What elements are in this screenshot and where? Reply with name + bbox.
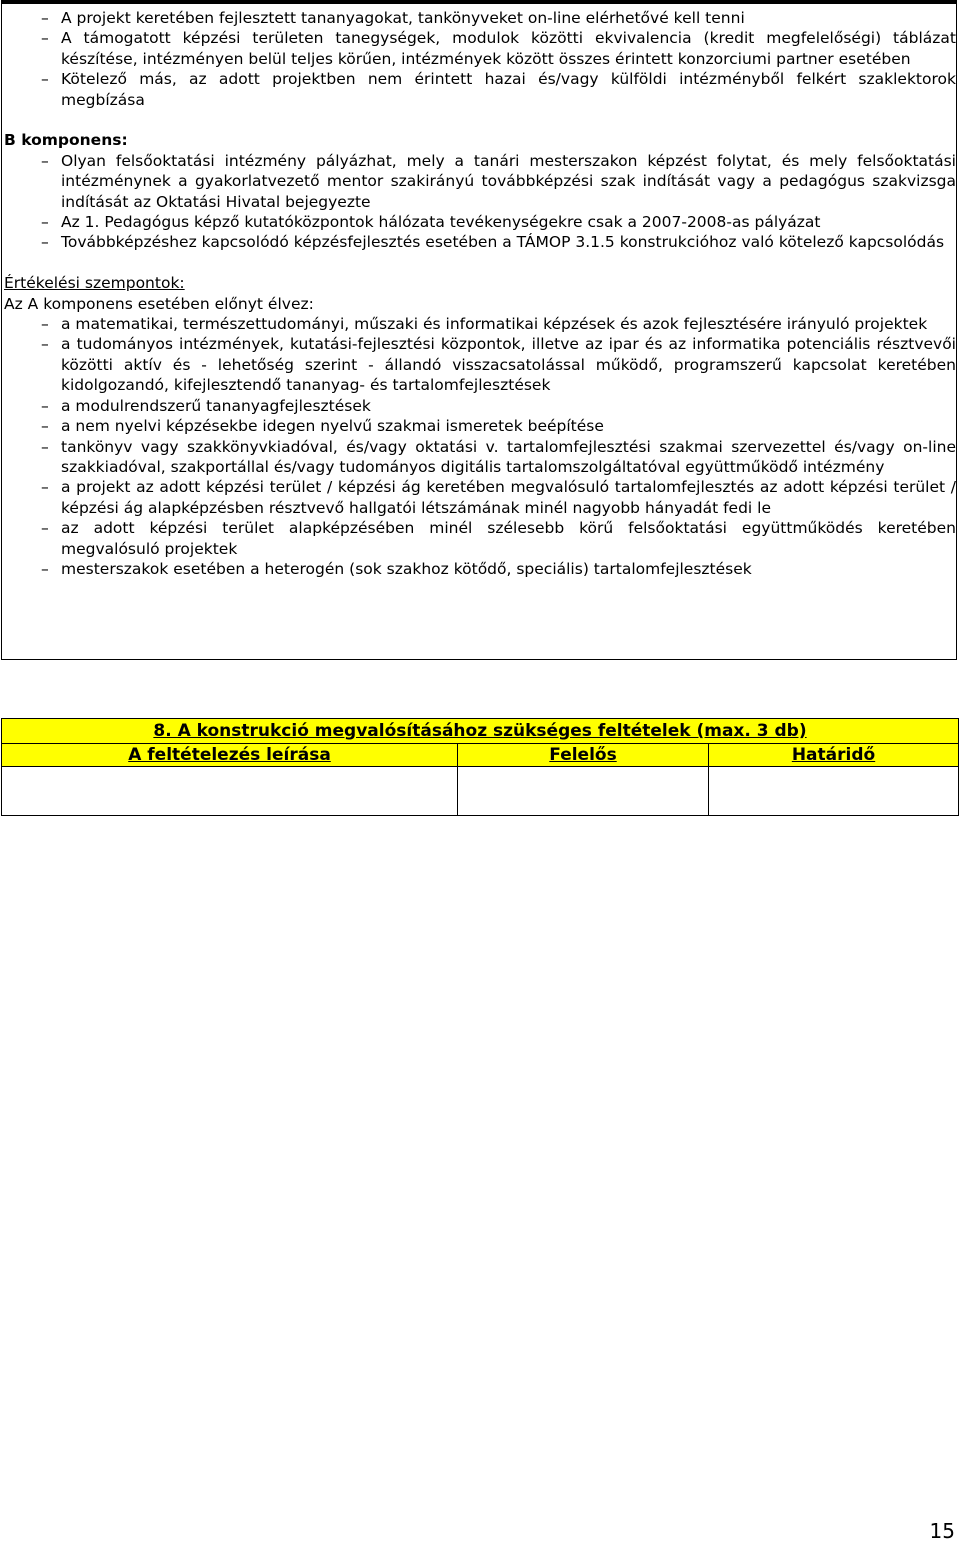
list-item [4,416,956,436]
list-item [4,518,956,559]
list-item [4,28,956,69]
list-item-text: Továbbképzéshez kapcsolódó képzésfejlesztés esetében a TÁMOP 3.1.5 konstrukcióhoz való kötelező kapcsolódás [61,233,945,252]
list-item [4,69,956,110]
dash-bullet-icon: – [41,335,49,354]
list-item-text: Olyan felsőoktatási intézmény pályázhat, mely a tanári mesterszakon képzést folytat, és mely felsőoktatási intézménynek a gyakorlatvezető mentor szakirányú továbbképzési szak indítását vagy a pedagógus szakvizsga indítását az Oktatási Hivatal bejegyezte [61,151,956,211]
conditions-table [1,718,959,816]
list-item [4,151,956,212]
dash-bullet-icon: – [41,417,49,436]
description-cell[interactable] [2,767,458,816]
column-header-description: A feltételezés leírása [2,744,458,767]
column-header-deadline: Határidő [709,744,959,767]
dash-bullet-icon: – [41,437,49,456]
dash-bullet-icon: – [41,559,49,578]
evaluation-title: Értékelési szempontok: [4,274,185,293]
list-item-text: a modulrendszerű tananyagfejlesztések [61,396,371,415]
list-item-text: tankönyv vagy szakkönyvkiadóval, és/vagy oktatási v. tartalomfejlesztési szakmai szervezettel és/vagy on-line szakkiadóval, szakportállal és/vagy tudományos digitális tartalomszolgáltatóval együttműködő intézmény [61,437,956,476]
list-item-text: A projekt keretében fejlesztett tananyagokat, tankönyveket on-line elérhetővé kell tenni [61,9,745,27]
list-item-text: az adott képzési terület alapképzésében minél szélesebb körű felsőoktatási együttműködés keretében megvalósuló projektek [61,519,956,558]
list-item-text: a nem nyelvi képzésekbe idegen nyelvű szakmai ismeretek beépítése [61,417,604,436]
dash-bullet-icon: – [41,478,49,497]
list-item [4,212,956,232]
list-item [4,334,956,395]
list-item-text: mesterszakok esetében a heterogén (sok szakhoz kötődő, speciális) tartalomfejlesztések [61,559,752,578]
top-list [4,8,956,110]
dash-bullet-icon: – [41,315,49,334]
responsible-cell[interactable] [458,767,709,816]
list-item-text: Kötelező más, az adott projektben nem érintett hazai és/vagy külföldi intézményből felkért szaklektorok megbízása [61,70,956,109]
list-item [4,559,956,579]
list-item [4,232,956,252]
list-item [4,8,956,28]
list-item-text: A támogatott képzési területen tanegységek, modulok közötti ekvivalencia (kredit megfelelőségi) táblázat készítése, intézményen belül teljes körűen, intézmények között összes érintett konzorciumi partner esetében [61,29,956,68]
dash-bullet-icon: – [41,213,49,232]
list-item [4,477,956,518]
list-item [4,437,956,478]
deadline-cell[interactable] [709,767,959,816]
column-header-responsible: Felelős [458,744,709,767]
b-component-list [4,151,956,253]
dash-bullet-icon: – [41,9,49,27]
list-item-text: a matematikai, természettudományi, műszaki és informatikai képzések és azok fejlesztésére irányuló projektek [61,315,928,334]
list-item-text: Az 1. Pedagógus képző kutatóközpontok hálózata tevékenységekre csak a 2007-2008-as pályázat [61,213,821,232]
list-item [4,314,956,334]
dash-bullet-icon: – [41,151,49,170]
list-item-text: a tudományos intézmények, kutatási-fejlesztési központok, illetve az ipar és az informatika potenciális résztvevői közötti aktív és - lehetőség szerint - állandó visszacsatolással működő, programszerű kapcsolat keretében kidolgozandó, kifejlesztendő tananyag- és tartalomfejlesztések [61,335,956,395]
dash-bullet-icon: – [41,29,49,48]
page-number: 15 [929,1519,955,1543]
list-item [4,396,956,416]
dash-bullet-icon: – [41,396,49,415]
dash-bullet-icon: – [41,70,49,89]
b-component-title: B komponens: [4,131,128,150]
dash-bullet-icon: – [41,519,49,538]
dash-bullet-icon: – [41,233,49,252]
document-body [4,8,956,579]
evaluation-intro: Az A komponens esetében előnyt élvez: [4,294,314,313]
evaluation-list [4,314,956,579]
conditions-table-title: 8. A konstrukció megvalósításához szükséges feltételek (max. 3 db) [2,719,959,744]
list-item-text: a projekt az adott képzési terület / képzési ág keretében megvalósuló tartalomfejlesztés az adott képzési terület / képzési ág alapképzésben résztvevő hallgatói létszámának minél nagyobb hányadát fedi le [61,478,956,517]
